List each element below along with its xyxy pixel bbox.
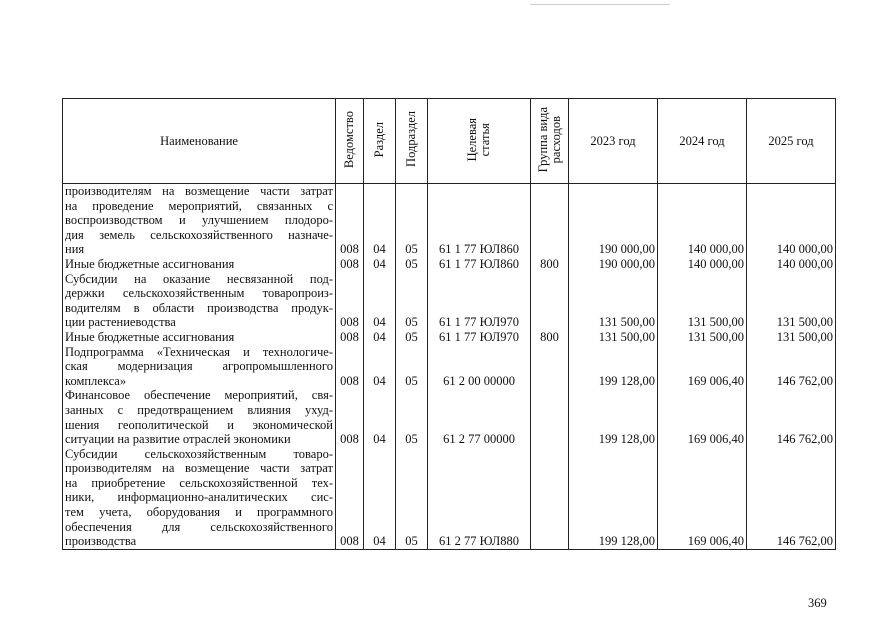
row-dept: 008 [336,184,364,257]
row-dept: 008 [336,272,364,330]
row-name-line: Субсидии на оказание несвязанной под- [65,271,333,286]
header-section: Раздел [364,99,396,184]
row-name-line: производителям на возмещение части затрат [65,461,333,476]
table-header [63,99,836,184]
row-subsection: 05 [396,345,428,389]
row-subsection: 05 [396,388,428,446]
row-name-line: воспроизводством и улучшением плодоро- [65,213,333,228]
row-name-line: шения геополитической и экономической [65,417,333,432]
row-name-line: ситуации на развитие отраслей экономики [65,432,291,447]
row-name [63,330,336,345]
row-y2025: 146 762,00 [747,345,836,389]
row-target: 61 2 77 ЮЛ880 [428,447,531,550]
row-y2025: 131 500,00 [747,330,836,345]
row-name-line: Иные бюджетные ассигнования [65,256,235,271]
row-group: 800 [531,257,569,272]
row-y2024: 169 006,40 [658,447,747,550]
row-name-line: комплекса» [65,373,127,388]
row-group [531,388,569,446]
table-row [63,184,836,257]
row-subsection: 05 [396,184,428,257]
row-target: 61 1 77 ЮЛ970 [428,272,531,330]
row-name-line: ская модернизация агропромышленного [65,359,333,374]
row-section: 04 [364,388,396,446]
row-y2023: 199 128,00 [569,447,658,550]
header-name: Наименование [63,99,336,184]
row-name-line: производителям на возмещение части затрат [65,184,333,198]
row-y2023: 190 000,00 [569,184,658,257]
row-name [63,257,336,272]
row-y2025: 140 000,00 [747,184,836,257]
row-section: 04 [364,330,396,345]
row-name [63,184,336,257]
row-group [531,272,569,330]
row-y2023: 199 128,00 [569,388,658,446]
table-row [63,388,836,446]
row-dept: 008 [336,447,364,550]
row-name-line: на приобретение сельскохозяйственной тех- [65,475,333,490]
row-target: 61 1 77 ЮЛ860 [428,184,531,257]
row-group: 800 [531,330,569,345]
row-name-line: Финансовое обеспечение мероприятий, свя- [65,388,333,403]
row-name-line: обеспечения для сельскохозяйственного [65,519,333,534]
row-name-line: водителям в области производства продук- [65,300,333,315]
row-name-line: Иные бюджетные ассигнования [65,329,235,344]
row-name [63,388,336,446]
row-name-line: ники, информационно-аналитических сис- [65,490,333,505]
row-y2023: 131 500,00 [569,330,658,345]
budget-table [62,98,836,550]
row-name-line: дия земель сельскохозяйственного назначе- [65,227,333,242]
row-y2023: 131 500,00 [569,272,658,330]
header-2025: 2025 год [747,99,836,184]
table-row [63,272,836,330]
row-group [531,345,569,389]
header-group: Группа вида расходов [531,99,569,184]
row-name [63,447,336,550]
row-dept: 008 [336,388,364,446]
row-y2023: 199 128,00 [569,345,658,389]
row-name-line: ции растениеводства [65,315,176,330]
row-target: 61 1 77 ЮЛ860 [428,257,531,272]
header-2023: 2023 год [569,99,658,184]
row-name-line: Подпрограмма «Техническая и технологиче- [65,344,333,359]
row-name-line: производства [65,534,137,549]
table-row [63,447,836,550]
page-number: 369 [808,596,827,610]
row-name-line: тем учета, оборудования и программного [65,505,333,520]
row-y2025: 146 762,00 [747,447,836,550]
header-2024: 2024 год [658,99,747,184]
row-name-line: ния [65,242,85,257]
row-target: 61 1 77 ЮЛ970 [428,330,531,345]
row-section: 04 [364,345,396,389]
row-dept: 008 [336,330,364,345]
row-name-line: Субсидии сельскохозяйственным товаро- [65,446,333,461]
scan-artifact [530,4,670,5]
row-section: 04 [364,272,396,330]
table-row [63,257,836,272]
row-group [531,184,569,257]
row-y2025: 131 500,00 [747,272,836,330]
row-y2024: 140 000,00 [658,184,747,257]
row-y2023: 190 000,00 [569,257,658,272]
row-y2024: 131 500,00 [658,272,747,330]
row-dept: 008 [336,257,364,272]
row-y2025: 140 000,00 [747,257,836,272]
header-subsection: Подраздел [396,99,428,184]
row-target: 61 2 77 00000 [428,388,531,446]
row-y2024: 140 000,00 [658,257,747,272]
row-name-line: на проведение мероприятий, связанных с [65,198,333,213]
row-y2024: 169 006,40 [658,345,747,389]
row-y2024: 169 006,40 [658,388,747,446]
row-section: 04 [364,184,396,257]
row-target: 61 2 00 00000 [428,345,531,389]
row-group [531,447,569,550]
row-section: 04 [364,447,396,550]
header-dept: Ведомство [336,99,364,184]
row-section: 04 [364,257,396,272]
header-target: Целевая статья [428,99,531,184]
table-row [63,330,836,345]
row-name [63,345,336,389]
row-y2024: 131 500,00 [658,330,747,345]
row-subsection: 05 [396,257,428,272]
row-subsection: 05 [396,330,428,345]
row-subsection: 05 [396,272,428,330]
row-y2025: 146 762,00 [747,388,836,446]
row-name-line: держки сельскохозяйственным товаропроиз- [65,286,333,301]
table-body [63,184,836,550]
row-name [63,272,336,330]
row-dept: 008 [336,345,364,389]
row-name-line: занных с предотвращением влияния ухуд- [65,402,333,417]
table-row [63,345,836,389]
row-subsection: 05 [396,447,428,550]
